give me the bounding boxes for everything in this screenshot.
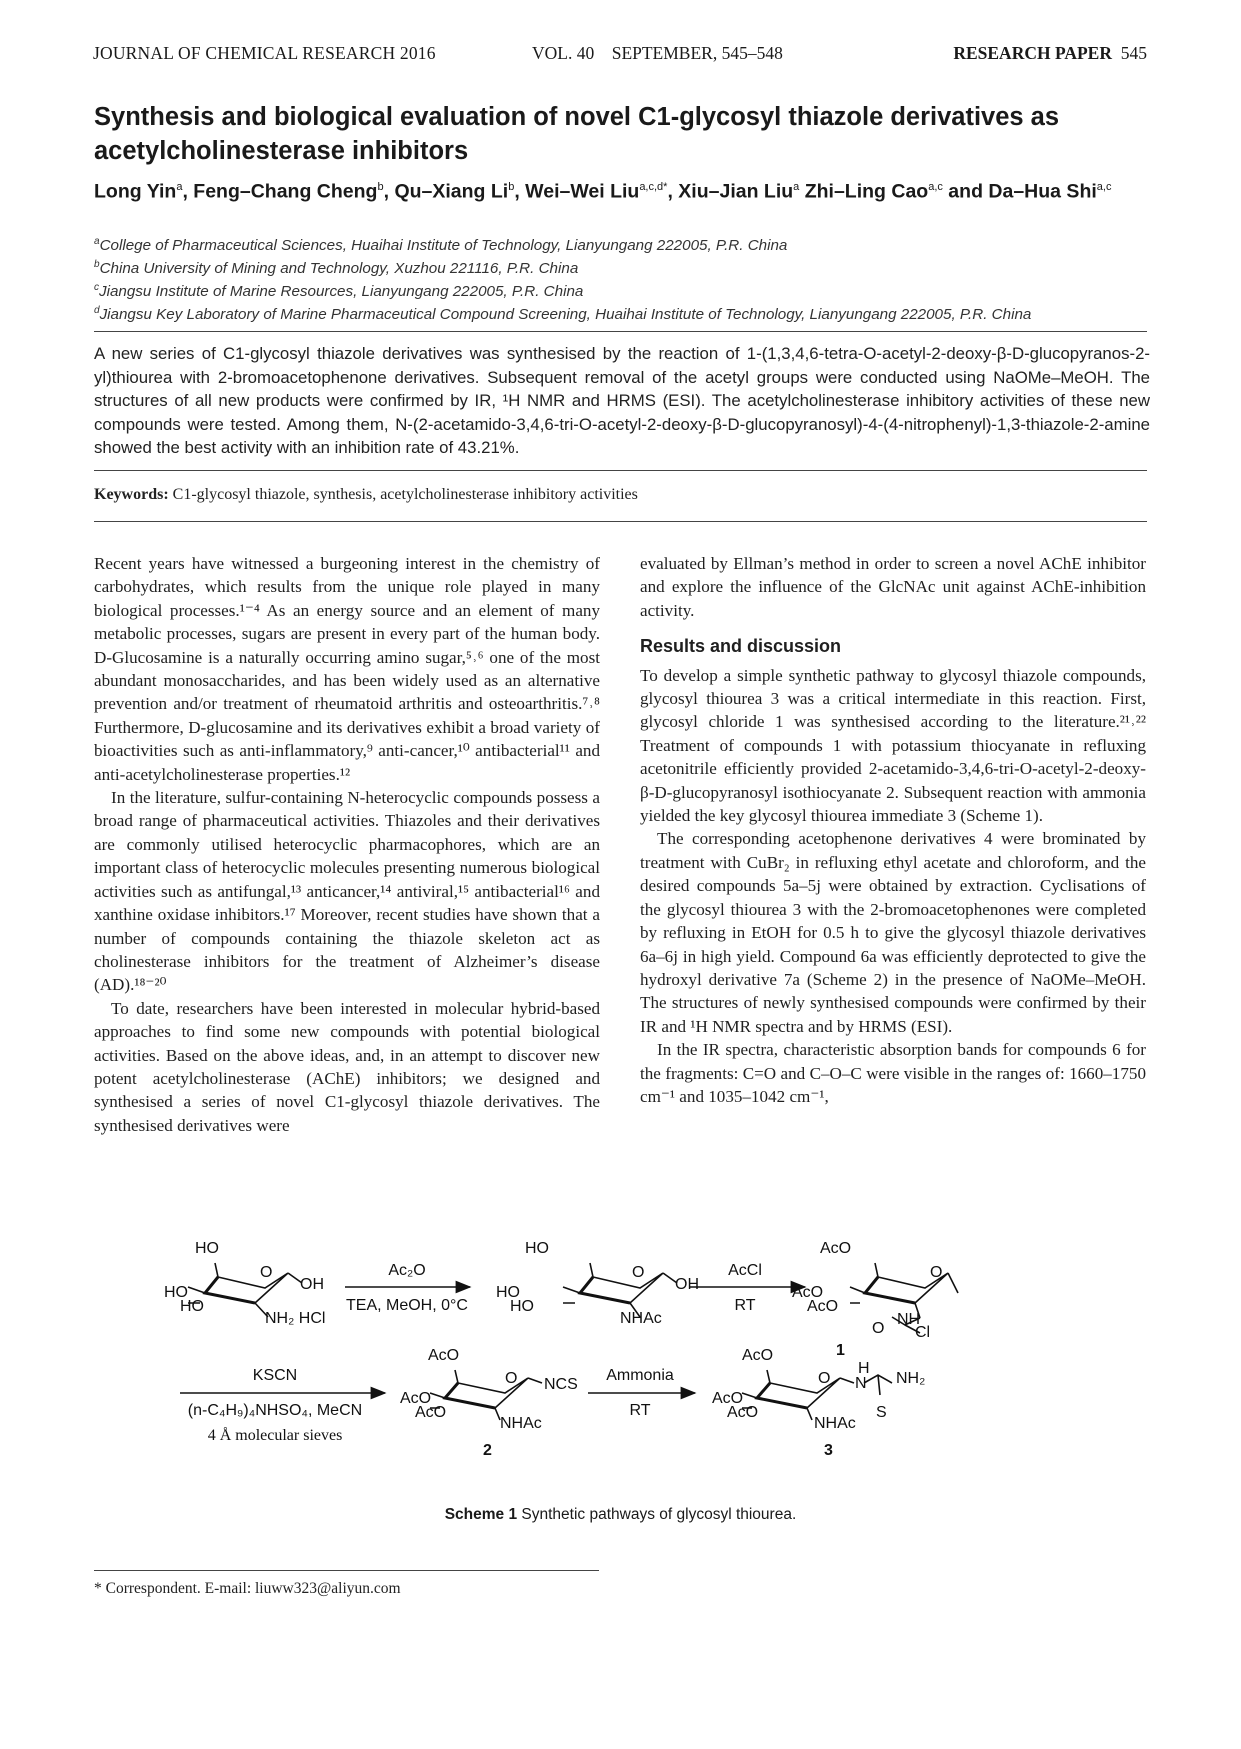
scheme-label-ho: HO — [496, 1284, 520, 1301]
keywords — [94, 486, 638, 504]
body-column-right — [640, 552, 1146, 1108]
body-paragraph: Recent years have witnessed a burgeoning interest in the chemistry of carbohydrates, which results from the unique role played in many biological processes.¹⁻⁴ As an energy source and an element of many metabolic processes, sugars are present in every part of the human body. D-Glucosamine is a naturally occurring amino sugar,⁵˒⁶ one of the most abundant monosaccharides, and has been widely used as an alternative prevention and/or treatment of rheumatoid arthritis and osteoarthritis.⁷˒⁸ Furthermore, D-glucosamine and its derivatives exhibit a broad variety of bioactivities such as anti-inflammatory,⁹ anti-cancer,¹⁰ antibacterial¹¹ and anti-acetylcholinesterase properties.¹² — [94, 554, 600, 784]
scheme-label-nhac: NHAc — [814, 1415, 856, 1432]
scheme-label-oh: OH — [300, 1276, 324, 1293]
scheme-step4-reagent: Ammonia — [606, 1367, 674, 1384]
section-heading: Results and discussion — [640, 636, 842, 657]
scheme-label-aco: AcO — [400, 1390, 432, 1407]
affiliation-b: $^b$China University of Mining and Technology, Xuzhou 221116, P.R. China — [94, 259, 579, 278]
scheme-label-oh: OH — [675, 1276, 699, 1293]
scheme-label-ho: HO — [164, 1284, 188, 1301]
divider-abstract — [94, 470, 1147, 471]
scheme-label-aco: AcO — [742, 1347, 774, 1364]
keywords-text: C1-glycosyl thiazole, synthesis, acetylcholinesterase inhibitory activities — [172, 486, 638, 503]
body-paragraph: To develop a simple synthetic pathway to glycosyl thiazole compounds, glycosyl thiourea 3 was a critical intermediate in this reaction. First, glycosyl chloride 1 was synthesised according to the literature.²¹˒²² Treatment of compounds 1 with potassium thiocyanate in refluxing acetonitrile efficiently provided 2-acetamido-3,4,6-tri-O-acetyl-2-deoxy-β-D-glucopyranosyl isothiocyanate 2. Subsequent reaction with ammonia yielded the key glycosyl thiourea immediate 3 (Scheme 1). — [640, 665, 1146, 826]
author-name: Feng–Chang Cheng — [193, 180, 378, 203]
body-column-left — [94, 552, 600, 1137]
scheme-label-h: H — [858, 1360, 870, 1377]
running-header-volume: VOL. 40 SEPTEMBER, 545–548 — [532, 43, 783, 63]
body-paragraph: In the literature, sulfur-containing N-heterocyclic compounds possess a broad range of pharmaceutical activities. Thiazoles and their derivatives are commonly utilised heterocyclic pharmacophores, which are an important class of heterocyclic molecules presenting numerous biological activities such as antifungal,¹³ anticancer,¹⁴ antiviral,¹⁵ antibacterial¹⁶ and xanthine oxidase inhibitors.¹⁷ Moreover, recent studies have shown that a number of compounds containing the thiazole skeleton act as cholinesterase inhibitors for the treatment of Alzheimer’s disease (AD).¹⁸⁻²⁰ — [94, 788, 600, 995]
scheme-label-aco: AcO — [712, 1390, 744, 1407]
scheme-step1-reagent: Ac₂O — [388, 1262, 426, 1279]
author-affiliation-mark: a — [793, 181, 800, 193]
affiliation-c: $^c$Jiangsu Institute of Marine Resources, Lianyungang 222005, P.R. China — [94, 282, 584, 301]
scheme-caption-label: Scheme 1 — [444, 1506, 518, 1523]
scheme-label-o: O — [260, 1264, 273, 1281]
scheme-label-o: O — [818, 1370, 831, 1387]
body-paragraph: In the IR spectra, characteristic absorption bands for compounds 6 for the fragments: C=O and C–O–C were visible in the ranges of: 1660–1750 cm⁻¹ and 1035–1042 cm⁻¹, — [640, 1040, 1146, 1106]
scheme-label-s: S — [876, 1404, 887, 1421]
scheme-1-figure — [164, 1225, 1160, 1500]
scheme-label-o: O — [505, 1370, 518, 1387]
keywords-label: Keywords: — [94, 486, 169, 503]
abstract: A new series of C1-glycosyl thiazole derivatives was synthesised by the reaction of 1-(1,3,4,6-tetra-O-acetyl-2-deoxy-β-D-glucopyranos-2-yl)thiourea with 2-bromoacetophenone derivatives. Subsequent removal of the acetyl groups were conducted using NaOMe–MeOH. The structures of all new products were confirmed by IR, ¹H NMR and HRMS (ESI). The acetylcholinesterase inhibitory activities of these new compounds were tested. Among them, N-(2-acetamido-3,4,6-tri-O-acetyl-2-deoxy-β-D-glucopyranosyl)-4-(4-nitrophenyl)-1,3-thiazole-2-amine showed the best activity with an inhibition rate of 43.21%. — [94, 344, 1150, 457]
scheme-label-ncs: NCS — [544, 1376, 578, 1393]
scheme-label-nh2: NH₂ — [896, 1370, 926, 1387]
scheme-label-o: O — [632, 1264, 645, 1281]
scheme-label-o: O — [872, 1320, 885, 1337]
scheme-label-aco: AcO — [727, 1404, 759, 1421]
scheme-label-aco: AcO — [807, 1298, 839, 1315]
author-affiliation-mark: a — [176, 181, 183, 193]
compound-number-2: 2 — [483, 1442, 492, 1459]
scheme-label-o: O — [930, 1264, 943, 1281]
footnote-divider — [94, 1570, 599, 1571]
author-affiliation-mark: a,c — [1096, 181, 1112, 193]
affiliation-a: $^a$College of Pharmaceutical Sciences, Huaihai Institute of Technology, Lianyungang 222005, P.R. China — [94, 236, 788, 255]
author-name: Wei–Wei Liu — [525, 180, 640, 203]
correspondence-footnote: * Correspondent. E-mail: liuww323@aliyun.com — [94, 1580, 401, 1597]
running-header-journal: JOURNAL OF CHEMICAL RESEARCH 2016 — [93, 43, 436, 63]
scheme-label-aco: AcO — [415, 1404, 447, 1421]
scheme-step4-conditions: RT — [629, 1402, 651, 1419]
body-paragraph: evaluated by Ellman’s method in order to screen a novel AChE inhibitor and explore the influence of the GlcNAc unit against AChE-inhibition activity. — [640, 554, 1146, 620]
scheme-label-nh2-hcl: NH₂ HCl — [265, 1310, 326, 1327]
scheme-step1-conditions: TEA, MeOH, 0°C — [346, 1297, 468, 1314]
author-name: Zhi–Ling Cao — [804, 180, 929, 203]
article-title: Synthesis and biological evaluation of novel C1-glycosyl thiazole derivatives as acetylcholinesterase inhibitors — [94, 103, 1060, 165]
author-affiliation-mark: b — [508, 181, 515, 193]
author-name: Long Yin — [94, 180, 177, 203]
scheme-label-aco: AcO — [792, 1284, 824, 1301]
scheme-label-aco: AcO — [428, 1347, 460, 1364]
running-header-section: RESEARCH PAPER — [953, 43, 1112, 63]
author-affiliation-mark: a,c — [928, 181, 943, 193]
body-paragraph: To date, researchers have been interested in molecular hybrid-based approaches to find some new compounds with potential biological activities. Based on the above ideas, and, in an attempt to discover new potent acetylcholinesterase (AChE) inhibitors; we designed and synthesised a series of novel C1-glycosyl thiazole derivatives. The synthesised derivatives were — [94, 998, 600, 1135]
scheme-label-cl: Cl — [915, 1324, 931, 1341]
scheme-caption — [0, 1506, 1241, 1524]
scheme-label-n: N — [855, 1375, 867, 1392]
scheme-caption-text: Synthetic pathways of glycosyl thiourea. — [521, 1506, 797, 1523]
affiliation-d: $^d$Jiangsu Key Laboratory of Marine Pharmaceutical Compound Screening, Huaihai Institute of Technology, Lianyungang 222005, P.R. China — [94, 305, 1032, 324]
scheme-label-nh: NH — [897, 1311, 921, 1328]
scheme-step3-reagent: KSCN — [252, 1367, 298, 1384]
author-list: Long Yin$^a$, Feng–Chang Cheng$^b$, Qu–Xiang Li$^b$, Wei–Wei Liu$^{a,c,d*}$, Xiu–Jian Liu$^a$ Zhi–Ling Cao$^{a,c}$ and Da–Hua Shi$^{a,c}$ — [94, 180, 1112, 203]
scheme-label-nhac: NHAc — [500, 1415, 542, 1432]
scheme-step3-sieves: 4 Å molecular sieves — [207, 1427, 343, 1444]
scheme-step2-conditions: RT — [734, 1297, 756, 1314]
scheme-step3-conditions: (n-C₄H₉)₄NHSO₄, MeCN — [187, 1402, 363, 1419]
body-paragraph: The corresponding acetophenone derivatives 4 were brominated by treatment with CuBr₂ in refluxing ethyl acetate and chloroform, and the desired compounds 5a–5j were obtained by extraction. Cyclisations of the glycosyl thiourea 3 with the 2-bromoacetophenones were completed by refluxing in EtOH for 0.5 h to give the glycosyl thiazole derivatives 6a–6j in high yield. Compound 6a was efficiently deprotected to give the hydroxyl derivative 7a (Scheme 2) in the presence of NaOMe–MeOH. The structures of newly synthesised compounds were confirmed by their IR and ¹H NMR spectra and by HRMS (ESI). — [640, 829, 1146, 1036]
scheme-label-aco: AcO — [820, 1240, 852, 1257]
author-name: Qu–Xiang Li — [394, 180, 509, 203]
compound-number-1: 1 — [836, 1342, 845, 1359]
scheme-label-ho: HO — [525, 1240, 549, 1257]
scheme-label-ho: HO — [510, 1298, 534, 1315]
author-name: Da–Hua Shi — [988, 180, 1097, 203]
author-affiliation-mark: a,c,d* — [639, 181, 668, 193]
divider-top — [94, 331, 1147, 332]
running-header-right — [953, 43, 1147, 64]
author-name: Xiu–Jian Liu — [678, 180, 794, 203]
scheme-label-ho: HO — [195, 1240, 219, 1257]
compound-number-3: 3 — [824, 1442, 833, 1459]
divider-keywords — [94, 521, 1147, 522]
scheme-label-nhac: NHAc — [620, 1310, 662, 1327]
scheme-label-ho: HO — [180, 1298, 204, 1315]
author-affiliation-mark: b — [377, 181, 384, 193]
page-number: 545 — [1120, 43, 1147, 63]
scheme-step2-reagent: AcCl — [728, 1262, 762, 1279]
